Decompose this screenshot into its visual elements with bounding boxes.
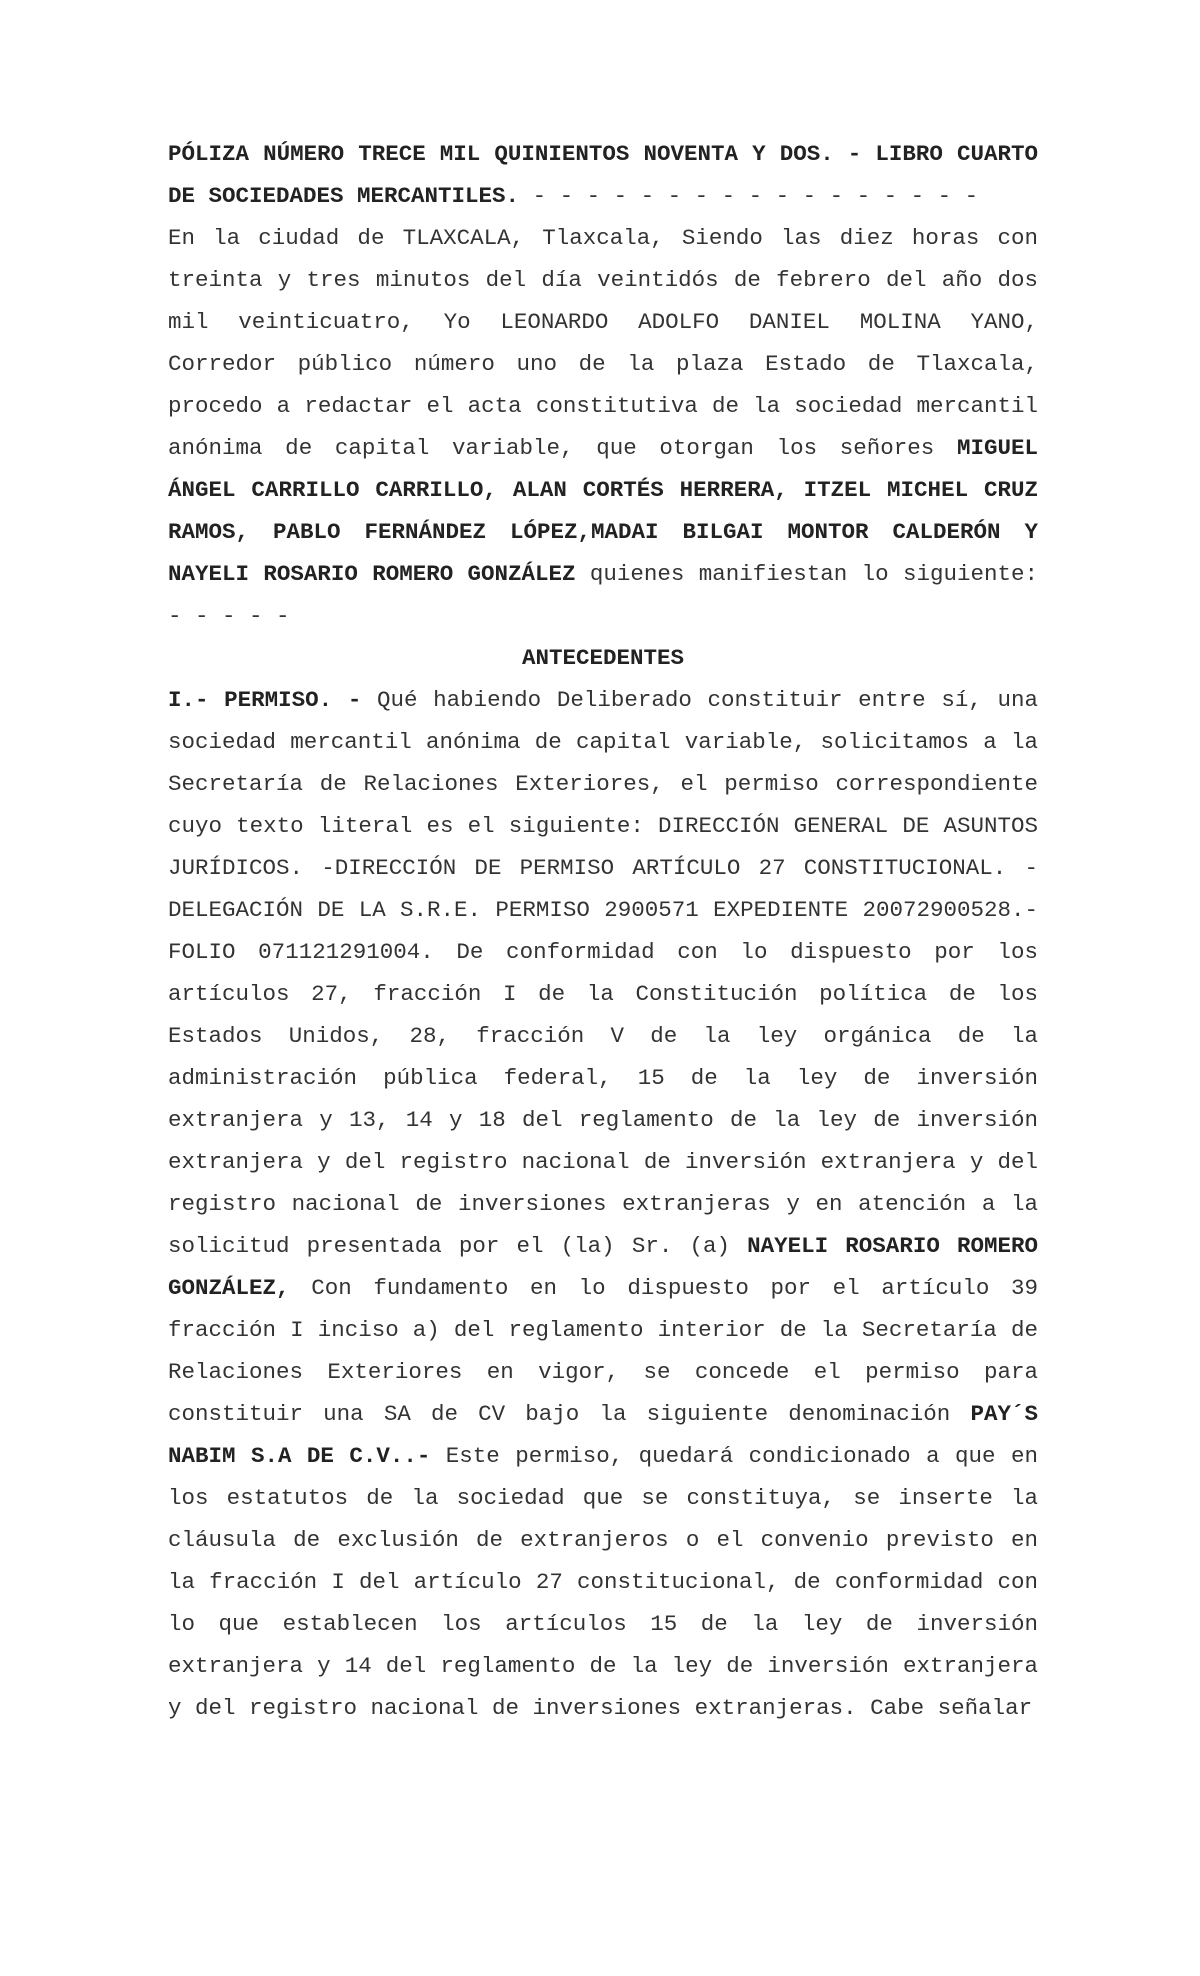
permit-label: I.- PERMISO. - (168, 687, 362, 713)
applicant-name: NAYELI ROSARIO ROMERO GONZÁLEZ, (168, 1233, 1038, 1301)
section-heading (168, 637, 1038, 679)
section-title: ANTECEDENTES (521, 645, 685, 671)
permit-paragraph (168, 679, 1038, 1729)
document-body (168, 133, 1038, 1729)
permit-text-3: Este permiso, quedará condicionado a que en los estatutos de la sociedad que se constituya, se inserte la cláusula de exclusión de extranjeros o el convenio previsto en la fracción I del artículo 27 constitucional, de conformidad con lo que establecen los artículos 15 de la ley de inversión extranjera y 14 del reglamento de la ley de inversión extranjera y del registro nacional de inversiones extranjeras. Cabe señalar (168, 1443, 1038, 1721)
document-heading (168, 133, 1038, 217)
heading-title: PÓLIZA NÚMERO TRECE MIL QUINIENTOS NOVENTA Y DOS. - LIBRO CUARTO DE SOCIEDADES MERCANTILES. (168, 141, 1038, 209)
company-name: PAY´S NABIM S.A DE C.V..- (168, 1401, 1038, 1469)
grantors-names: MIGUEL ÁNGEL CARRILLO CARRILLO, ALAN CORTÉS HERRERA, ITZEL MICHEL CRUZ RAMOS, PABLO FERNÁNDEZ LÓPEZ,MADAI BILGAI MONTOR CALDERÓN Y NAYELI ROSARIO ROMERO GONZÁLEZ (168, 435, 1038, 587)
intro-tail: quienes manifiestan lo siguiente: - - - - - (168, 561, 1038, 629)
intro-paragraph (168, 217, 1038, 637)
heading-dashes: - - - - - - - - - - - - - - - - - (519, 183, 979, 209)
permit-text-2: Con fundamento en lo dispuesto por el artículo 39 fracción I inciso a) del reglamento interior de la Secretaría de Relaciones Exteriores en vigor, se concede el permiso para constituir una SA de CV bajo la siguiente denominación (168, 1275, 1038, 1427)
intro-text: En la ciudad de TLAXCALA, Tlaxcala, Siendo las diez horas con treinta y tres minutos del día veintidós de febrero del año dos mil veinticuatro, Yo LEONARDO ADOLFO DANIEL MOLINA YANO, Corredor público número uno de la plaza Estado de Tlaxcala, procedo a redactar el acta constitutiva de la sociedad mercantil anónima de capital variable, que otorgan los señores (168, 225, 1038, 461)
permit-text-1: Qué habiendo Deliberado constituir entre sí, una sociedad mercantil anónima de capital variable, solicitamos a la Secretaría de Relaciones Exteriores, el permiso correspondiente cuyo texto literal es el siguiente: DIRECCIÓN GENERAL DE ASUNTOS JURÍDICOS. -DIRECCIÓN DE PERMISO ARTÍCULO 27 CONSTITUCIONAL. -DELEGACIÓN DE LA S.R.E. PERMISO 2900571 EXPEDIENTE 20072900528.- FOLIO 071121291004. De conformidad con lo dispuesto por los artículos 27, fracción I de la Constitución política de los Estados Unidos, 28, fracción V de la ley orgánica de la administración pública federal, 15 de la ley de inversión extranjera y 13, 14 y 18 del reglamento de la ley de inversión extranjera y del registro nacional de inversión extranjera y del registro nacional de inversiones extranjeras y en atención a la solicitud presentada por el (la) Sr. (a) (168, 687, 1039, 1259)
